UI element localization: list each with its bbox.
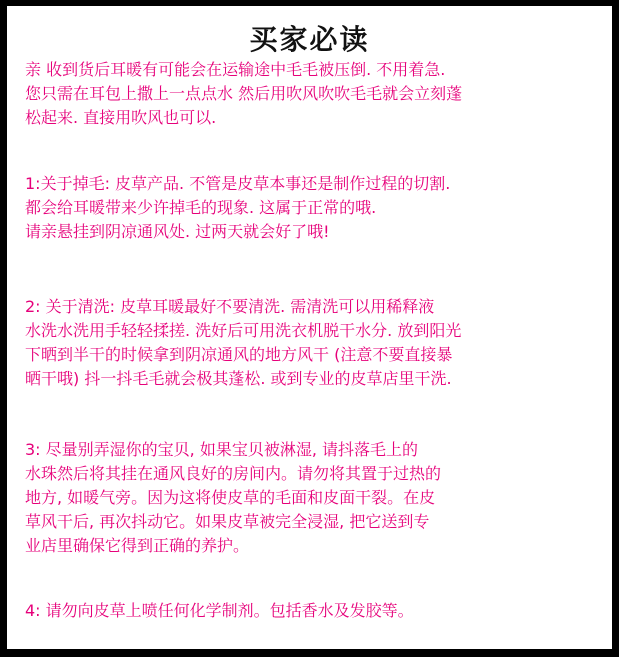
section-line: 水珠然后将其挂在通风良好的房间内。请勿将其置于过热的 xyxy=(25,464,442,483)
section-line: 4: 请勿向皮草上喷任何化学制剂。包括香水及发胶等。 xyxy=(25,601,414,620)
notice-title: 买家必读 xyxy=(249,23,370,56)
section-line: 都会给耳暖带来少许掉毛的现象. 这属于正常的哦. xyxy=(25,198,377,217)
section-line: 1:关于掉毛: 皮草产品. 不管是皮草本事还是制作过程的切割. xyxy=(25,174,451,193)
section-line: 晒干哦) 抖一抖毛毛就会极其蓬松. 或到专业的皮草店里干洗. xyxy=(25,369,452,388)
section-cleaning xyxy=(25,295,610,391)
section-line: 水洗水洗用手轻轻揉搓. 洗好后可用洗衣机脱干水分. 放到阳光 xyxy=(25,321,462,340)
intro-line: 亲 收到货后耳暖有可能会在运输途中毛毛被压倒. 不用着急. xyxy=(25,60,446,79)
section-line: 地方, 如暖气旁。因为这将使皮草的毛面和皮面干裂。在皮 xyxy=(25,488,436,507)
section-line: 下晒到半干的时候拿到阴凉通风的地方风干 (注意不要直接暴 xyxy=(25,345,453,364)
section-moisture xyxy=(25,438,610,558)
intro-line: 您只需在耳包上撒上一点点水 然后用吹风吹吹毛毛就会立刻蓬 xyxy=(25,84,463,103)
section-shedding xyxy=(25,172,610,244)
section-line: 业店里确保它得到正确的养护。 xyxy=(25,536,250,555)
section-chemicals xyxy=(25,599,610,623)
section-line: 请亲悬挂到阴凉通风处. 过两天就会好了哦! xyxy=(25,222,330,241)
intro-line: 松起来. 直接用吹风也可以. xyxy=(25,108,217,127)
section-line: 3: 尽量别弄湿你的宝贝, 如果宝贝被淋湿, 请抖落毛上的 xyxy=(25,440,419,459)
section-line: 2: 关于清洗: 皮草耳暖最好不要清洗. 需清洗可以用稀释液 xyxy=(25,297,435,316)
intro-paragraph xyxy=(25,58,610,130)
section-line: 草风干后, 再次抖动它。如果皮草被完全浸湿, 把它送到专 xyxy=(25,512,430,531)
notice-card xyxy=(7,6,612,649)
